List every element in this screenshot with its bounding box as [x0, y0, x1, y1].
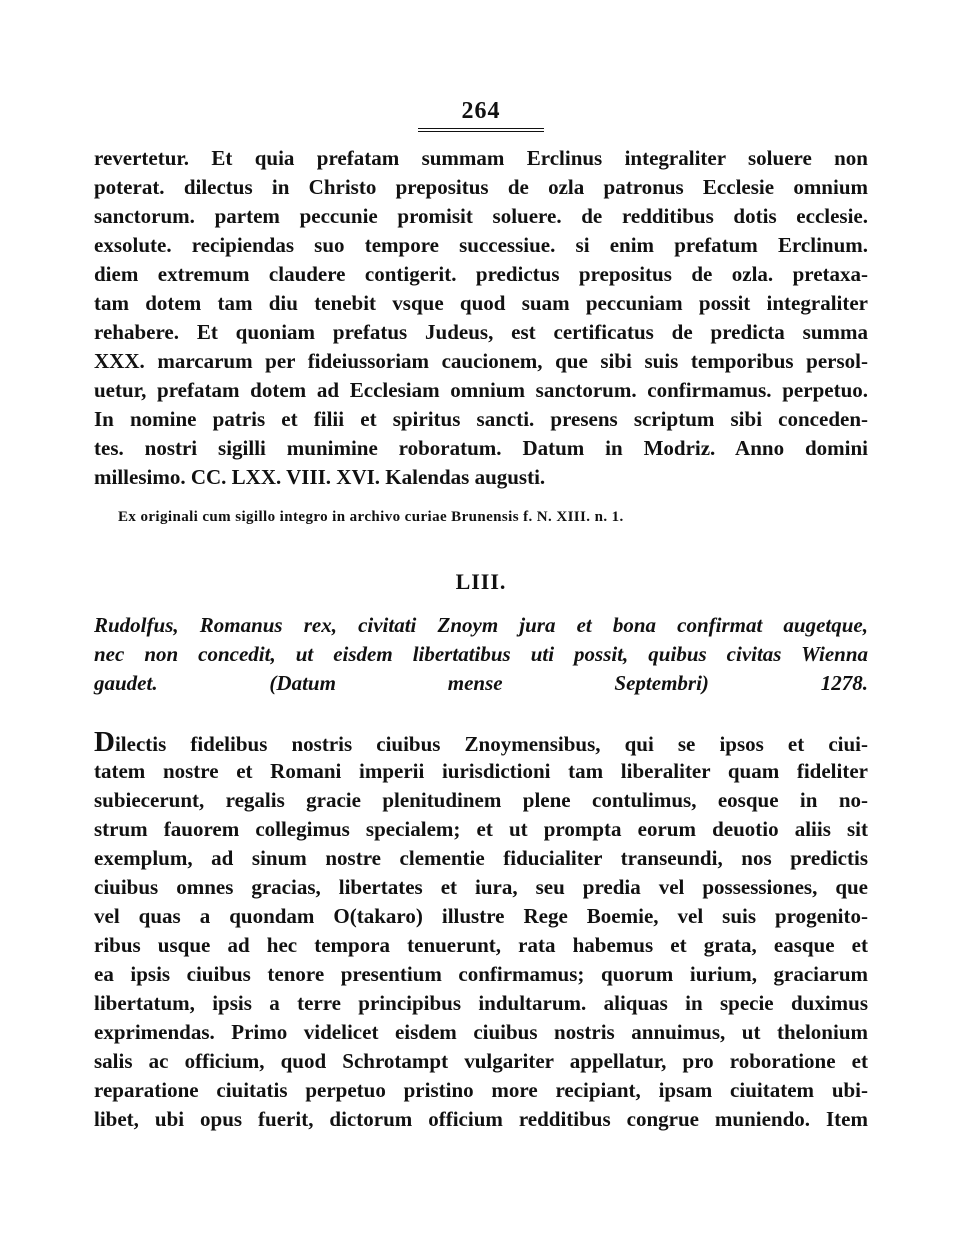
first-line-text: ilectis fidelibus nostris ciuibus Znoymensibus, qui se ipsos et ciui-	[114, 732, 868, 756]
text-line: tam dotem tam diu tenebit vsque quod suam peccuniam possit integraliter	[94, 291, 868, 315]
body-line: libertatum, ipsis a terre principibus indultarum. aliquas in specie duximus	[94, 991, 868, 1015]
body-line: exemplum, ad sinum nostre clementie fiducialiter transeundi, nos predictis	[94, 846, 868, 870]
body-line: reparatione ciuitatis perpetuo pristino more recipiant, ipsam ciuitatem ubi-	[94, 1078, 868, 1102]
summary-line: nec non concedit, ut eisdem libertatibus uti possit, quibus civitas Wienna	[94, 642, 868, 666]
first-body-line	[94, 728, 868, 757]
text-line: exsolute. recipiendas suo tempore successiue. si enim prefatum Erclinum.	[94, 233, 868, 257]
source-note: Ex originali cum sigillo integro in archivo curiae Brunensis f. N. XIII. n. 1.	[118, 509, 624, 525]
text-line: sanctorum. partem peccunie promisit soluere. de redditibus dotis ecclesie.	[94, 204, 868, 228]
text-line: poterat. dilectus in Christo prepositus de ozla patronus Ecclesie omnium	[94, 175, 868, 199]
document-summary	[94, 611, 868, 698]
body-line: vel quas a quondam O(takaro) illustre Rege Boemie, vel suis progenito-	[94, 904, 868, 928]
body-line: tatem nostre et Romani imperii iurisdictioni tam liberaliter quam fideliter	[94, 759, 868, 783]
summary-line: Rudolfus, Romanus rex, civitati Znoym jura et bona confirmat augetque,	[94, 613, 868, 637]
text-line: uetur, prefatam dotem ad Ecclesiam omnium sanctorum. confirmamus. perpetuo.	[94, 378, 868, 402]
body-line: ribus usque ad hec tempora tenuerunt, rata habemus et grata, easque et	[94, 933, 868, 957]
body-line: strum fauorem collegimus specialem; et ut prompta eorum deuotio aliis sit	[94, 817, 868, 841]
document-body	[94, 728, 868, 1134]
text-line: In nomine patris et filii et spiritus sancti. presens scriptum sibi conceden-	[94, 407, 868, 431]
intro-paragraph	[94, 144, 868, 492]
document-number: LIII.	[455, 569, 507, 594]
body-line: salis ac officium, quod Schrotampt vulgariter appellatur, pro roboratione et	[94, 1049, 868, 1073]
text-line: rehabere. Et quoniam prefatus Judeus, est certificatus de predicta summa	[94, 320, 868, 344]
text-line: millesimo. CC. LXX. VIII. XVI. Kalendas augusti.	[94, 465, 546, 489]
body-line: subiecerunt, regalis gracie plenitudinem plene contulimus, eosque in no-	[94, 788, 868, 812]
body-line: ea ipsis ciuibus tenore presentium confirmamus; quorum iurium, graciarum	[94, 962, 868, 986]
book-page	[94, 96, 868, 1134]
body-line: libet, ubi opus fuerit, dictorum officium redditibus congrue muniendo. Item	[94, 1107, 868, 1131]
body-line: ciuibus omnes gracias, libertates et iura, seu predia vel possessiones, que	[94, 875, 868, 899]
page-number: 264	[461, 98, 501, 124]
page-number-rule	[418, 128, 544, 132]
initial-capital: D	[94, 726, 115, 758]
body-line: exprimendas. Primo videlicet eisdem ciuibus nostris annuimus, ut thelonium	[94, 1020, 868, 1044]
text-line: diem extremum claudere contigerit. predictus prepositus de ozla. pretaxa-	[94, 262, 868, 286]
text-line: XXX. marcarum per fideiussoriam caucionem, que sibi suis temporibus persol-	[94, 349, 868, 373]
text-line: revertetur. Et quia prefatam summam Erclinus integraliter soluere non	[94, 146, 868, 170]
summary-line: gaudet. (Datum mense Septembri) 1278.	[94, 671, 868, 695]
text-line: tes. nostri sigilli munimine roboratum. Datum in Modriz. Anno domini	[94, 436, 868, 460]
